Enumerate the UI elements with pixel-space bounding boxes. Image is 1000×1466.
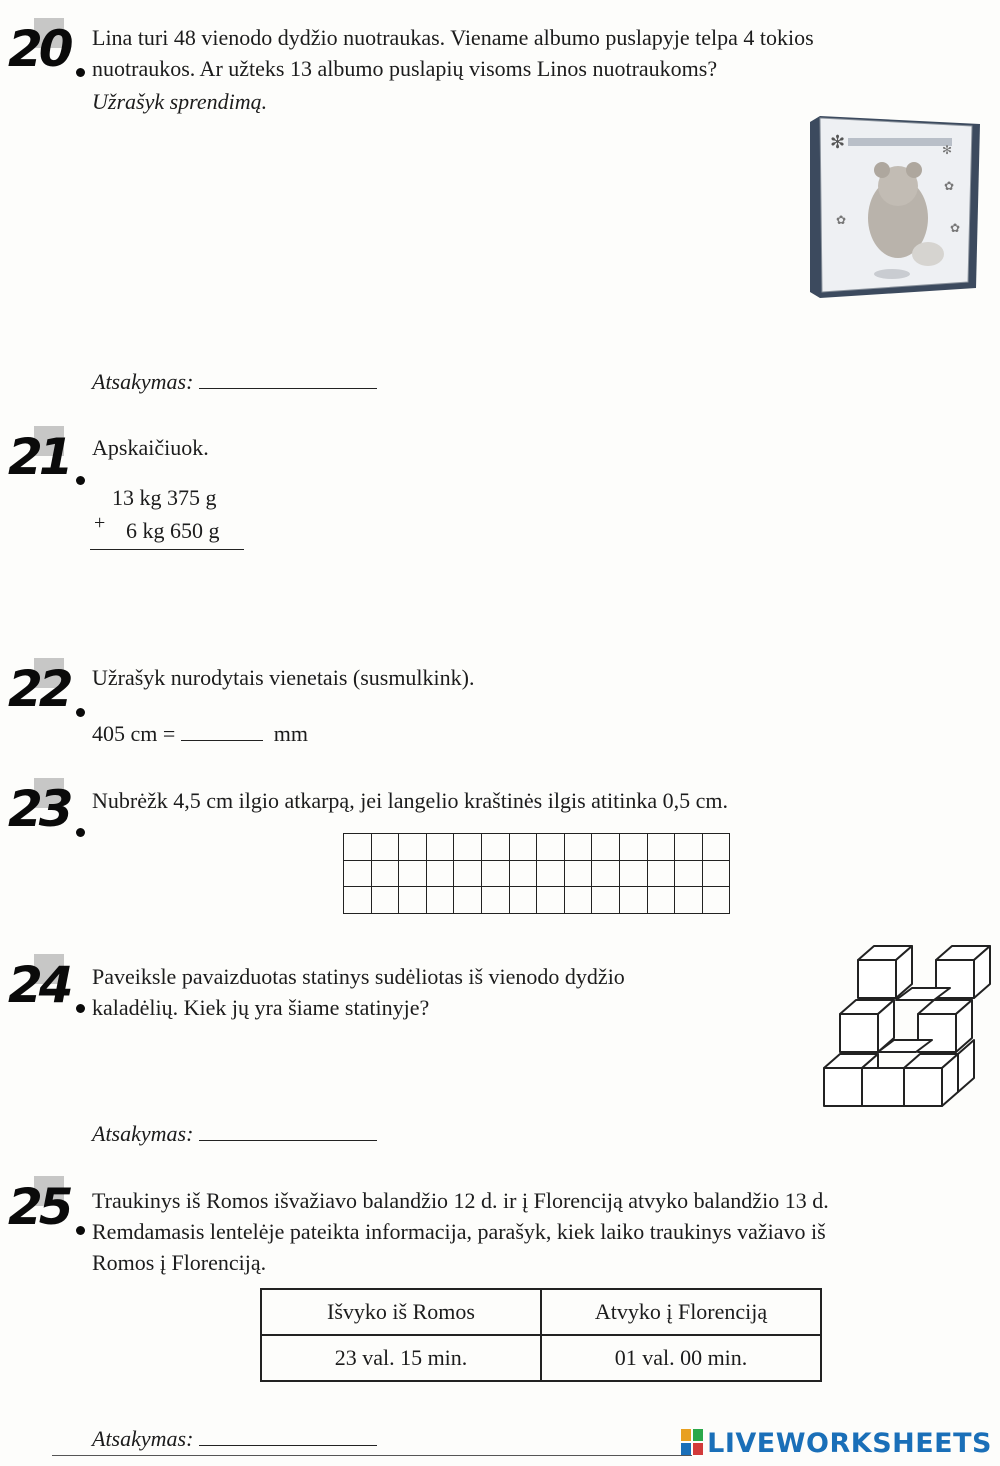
grid-cell[interactable]: [454, 887, 482, 914]
grid-cell[interactable]: [537, 860, 565, 887]
grid-cell[interactable]: [481, 887, 509, 914]
grid-cell[interactable]: [426, 860, 454, 887]
grid-cell[interactable]: [702, 887, 730, 914]
answer-blank-22[interactable]: [181, 740, 263, 741]
grid-cell[interactable]: [675, 860, 703, 887]
grid-cell[interactable]: [509, 860, 537, 887]
grid-cell[interactable]: [702, 860, 730, 887]
grid-cell[interactable]: [647, 860, 675, 887]
grid-cell[interactable]: [647, 887, 675, 914]
grid-cell[interactable]: [564, 860, 592, 887]
question-25-text: Traukinys iš Romos išvažiavo balandžio 12 d. ir į Florenciją atvyko balandžio 13 d. Remdamasis lentelėje pateikta informacija, parašyk, kiek laiko traukinys važiavo iš Romos į Florenciją.: [92, 1188, 829, 1275]
grid-cell[interactable]: [344, 834, 372, 861]
addend-1: 13 kg 375 g: [112, 485, 217, 510]
table-row: [261, 1335, 821, 1381]
svg-text:✻: ✻: [942, 143, 953, 157]
train-times-table: [260, 1288, 822, 1382]
grid-cell[interactable]: [592, 834, 620, 861]
question-number-22: 22: [8, 664, 70, 714]
grid-cell[interactable]: [399, 860, 427, 887]
grid-cell[interactable]: [619, 860, 647, 887]
header-departed-rome: Išvyko iš Romos: [261, 1289, 541, 1335]
question-number-25: 25: [8, 1182, 70, 1232]
liveworksheets-watermark: LIVEWORKSHEETS: [681, 1428, 992, 1459]
grid-cell[interactable]: [702, 834, 730, 861]
grid-cell[interactable]: [647, 834, 675, 861]
liveworksheets-logo-icon: [681, 1429, 703, 1455]
cell-arrival-time: 01 val. 00 min.: [541, 1335, 821, 1381]
footer-divider: [52, 1455, 692, 1456]
answer-blank-20[interactable]: [199, 388, 377, 389]
question-number-23: 23: [8, 784, 70, 834]
grid-cell[interactable]: [509, 887, 537, 914]
svg-text:✿: ✿: [944, 179, 955, 193]
grid-cell[interactable]: [371, 834, 399, 861]
grid-cell[interactable]: [344, 860, 372, 887]
grid-cell[interactable]: [537, 834, 565, 861]
grid-cell[interactable]: [426, 834, 454, 861]
answer-label-24: Atsakymas:: [92, 1118, 377, 1149]
question-21-text: Apskaičiuok.: [92, 435, 209, 460]
cube-structure-image: [822, 944, 992, 1120]
answer-blank-24[interactable]: [199, 1140, 377, 1141]
question-number-24: 24: [8, 960, 70, 1010]
header-arrived-florence: Atvyko į Florenciją: [541, 1289, 821, 1335]
question-24-text: Paveiksle pavaizduotas statinys sudėliotas iš vienodo dydžio kaladėlių. Kiek jų yra šiame statinyje?: [92, 964, 625, 1020]
question-number-20: 20: [8, 24, 70, 74]
photo-album-image: [808, 114, 984, 300]
grid-cell[interactable]: [675, 834, 703, 861]
drawing-grid[interactable]: [343, 833, 730, 914]
grid-cell[interactable]: [537, 887, 565, 914]
grid-cell[interactable]: [481, 834, 509, 861]
grid-cell[interactable]: [454, 860, 482, 887]
grid-cell[interactable]: [454, 834, 482, 861]
grid-cell[interactable]: [619, 834, 647, 861]
cell-departure-time: 23 val. 15 min.: [261, 1335, 541, 1381]
question-number-21: 21: [8, 432, 70, 482]
answer-blank-25[interactable]: [199, 1445, 377, 1446]
answer-label-20: Atsakymas:: [92, 366, 377, 397]
answer-label-25: Atsakymas:: [92, 1423, 377, 1454]
question-23-text: Nubrėžk 4,5 cm ilgio atkarpą, jei langelio kraštinės ilgis atitinka 0,5 cm.: [92, 788, 729, 813]
svg-text:✻: ✻: [830, 132, 846, 152]
grid-cell[interactable]: [592, 887, 620, 914]
grid-cell[interactable]: [592, 860, 620, 887]
question-22-text: Užrašyk nurodytais vienetais (susmulkink).: [92, 665, 475, 690]
grid-cell[interactable]: [371, 887, 399, 914]
grid-cell[interactable]: [619, 887, 647, 914]
grid-cell[interactable]: [564, 887, 592, 914]
grid-cell[interactable]: [399, 834, 427, 861]
svg-text:✿: ✿: [836, 213, 847, 227]
grid-cell[interactable]: [371, 860, 399, 887]
conversion-row: 405 cm = mm: [92, 721, 309, 746]
grid-cell[interactable]: [399, 887, 427, 914]
grid-cell[interactable]: [481, 860, 509, 887]
grid-cell[interactable]: [509, 834, 537, 861]
question-20-text: Lina turi 48 vienodo dydžio nuotraukas. Viename albumo puslapyje telpa 4 tokios nuotraukos. Ar užteks 13 albumo puslapių visoms Linos nuotraukoms? Užrašyk sprendimą.: [92, 25, 814, 114]
grid-cell[interactable]: [564, 834, 592, 861]
table-header-row: [261, 1289, 821, 1335]
svg-text:✿: ✿: [950, 221, 961, 235]
grid-cell[interactable]: [426, 887, 454, 914]
grid-cell[interactable]: [675, 887, 703, 914]
sum-line: [90, 549, 244, 550]
grid-cell[interactable]: [344, 887, 372, 914]
plus-operator: +: [94, 512, 106, 534]
addend-2: 6 kg 650 g: [126, 518, 220, 543]
